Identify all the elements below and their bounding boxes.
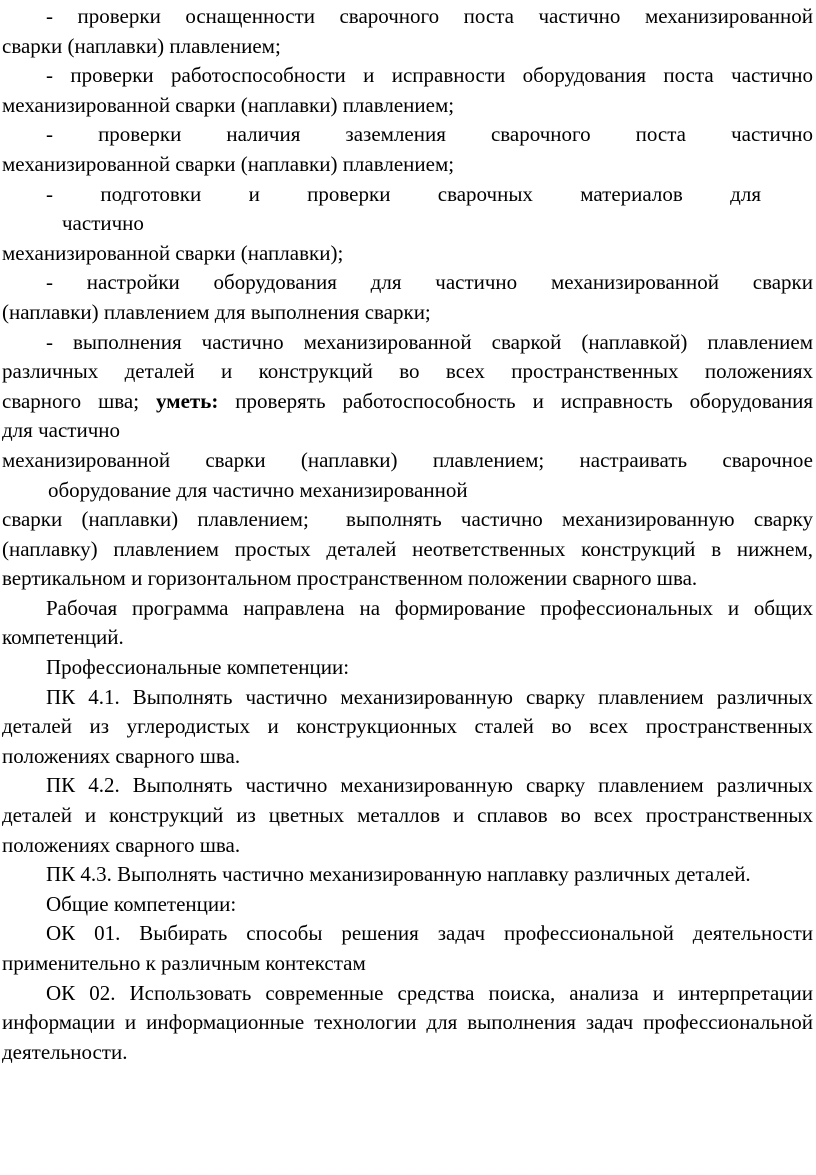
skill-line-1a: - проверки оснащенности сварочного поста частично механизированной (46, 4, 813, 28)
skill-line-4a: - подготовки и проверки сварочных материалов для (46, 181, 761, 206)
weld-line-7b: выполнять частично механизированную сварку (346, 507, 813, 532)
gen-heading: Общие компетенции: (46, 891, 237, 916)
weld-line-7 (2, 505, 813, 535)
gen-competency-02: ОК 02. Использовать современные средства поиска, анализа и интерпретации информации и информационные технологии для выполнения задач профессиональной деятельности. (2, 980, 813, 1064)
skill-line-5b: (наплавки) плавлением для выполнения сварки; (2, 299, 431, 324)
skill-line-2b: механизированной сварки (наплавки) плавлением; (2, 92, 455, 117)
skill-line-1b: сварки (наплавки) плавлением; (2, 33, 281, 58)
weld-line-3-post: проверять работоспособность и исправность оборудования (235, 388, 814, 413)
document-body (2, 2, 813, 1067)
intro-paragraph: Рабочая программа направлена на формирование профессиональных и общих компетенций. (2, 595, 813, 650)
gen-competency-01: ОК 01. Выбирать способы решения задач профессиональной деятельности применительно к различным контекстам (2, 921, 813, 975)
weld-line-2: различных деталей и конструкций во всех пространственных положениях (2, 359, 813, 384)
skill-line-4b: механизированной сварки (наплавки); (2, 240, 344, 265)
weld-line-1: - выполнения частично механизированной сваркой (наплавкой) плавлением (46, 329, 813, 354)
weld-line-3-pre: сварного шва; (2, 388, 140, 413)
weld-line-5: механизированной сварки (наплавки) плавлением; настраивать сварочное (2, 447, 813, 472)
weld-line-4: для частично (2, 418, 120, 443)
skill-line-5a: - настройки оборудования для частично механизированной сварки (46, 270, 813, 295)
skill-line-2a: - проверки работоспособности и исправности оборудования поста частично (46, 63, 813, 88)
weld-line-7a: сварки (наплавки) плавлением; (2, 507, 309, 532)
prof-competency-4-1: ПК 4.1. Выполнять частично механизированную сварку плавлением различных деталей из углеродистых и конструкционных сталей во всех пространственных положениях сварного шва. (2, 684, 813, 768)
prof-heading: Профессиональные компетенции: (46, 655, 350, 680)
weld-line-3 (2, 387, 813, 417)
skill-line-4-wrap: частично (62, 211, 144, 236)
prof-competency-4-2: ПК 4.2. Выполнять частично механизированную сварку плавлением различных деталей и конструкций из цветных металлов и сплавов во всех пространственных положениях сварного шва. (2, 773, 813, 857)
skill-line-3a: - проверки наличия заземления сварочного поста частично (46, 122, 813, 147)
skill-line-3b: механизированной сварки (наплавки) плавлением; (2, 151, 455, 176)
weld-line-8: (наплавку) плавлением простых деталей неответственных конструкций в нижнем, вертикальном и горизонтальном пространственном положении сварного шва. (2, 536, 813, 591)
umet-label: уметь: (156, 388, 219, 413)
prof-competency-4-3: ПК 4.3. Выполнять частично механизированную наплавку различных деталей. (46, 862, 751, 887)
weld-line-6: оборудование для частично механизированной (48, 477, 468, 502)
